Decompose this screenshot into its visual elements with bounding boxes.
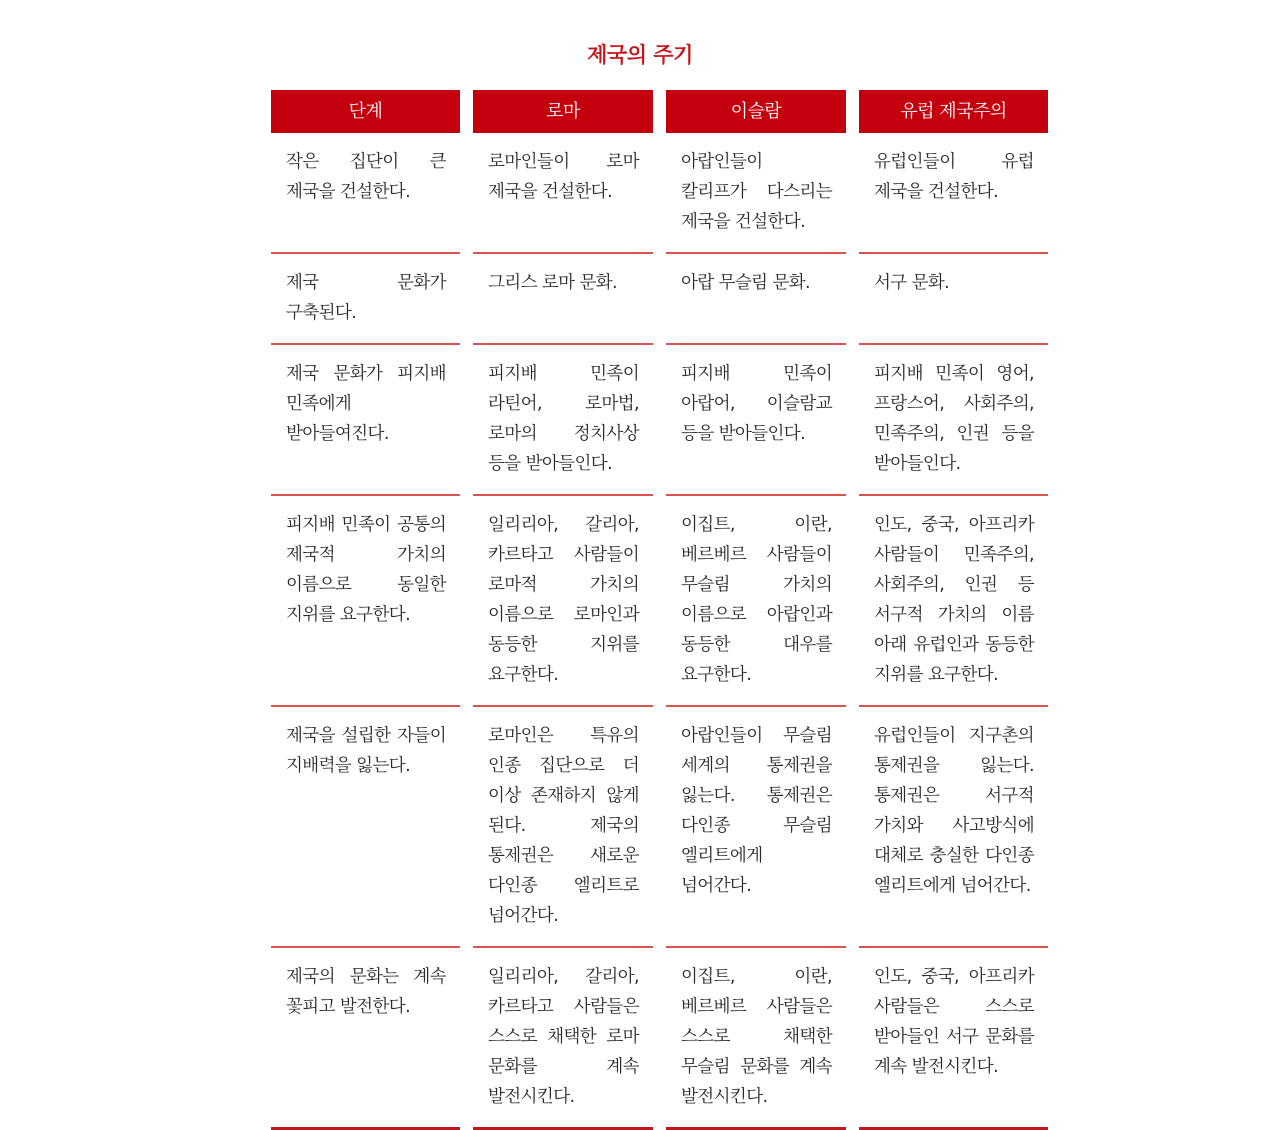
table-cell: 유럽인들이 지구촌의 통제권을 잃는다. 통제권은 서구적 가치와 사고방식에 대체로 충실한 다인종 엘리트에게 넘어간다. bbox=[859, 707, 1048, 948]
table-cell: 피지배 민족이 영어, 프랑스어, 사회주의, 민족주의, 인권 등을 받아들인다. bbox=[859, 345, 1048, 496]
page-title: 제국의 주기 bbox=[587, 43, 693, 67]
table-cell: 아랍인들이 칼리프가 다스리는 제국을 건설한다. bbox=[666, 133, 846, 254]
table-cell: 피지배 민족이 아랍어, 이슬람교 등을 받아들인다. bbox=[666, 345, 846, 496]
table-cell: 일리리아, 갈리아, 카르타고 사람들이 로마적 가치의 이름으로 로마인과 동등한 지위를 요구한다. bbox=[473, 496, 653, 707]
table-cell: 서구 문화. bbox=[859, 254, 1048, 345]
table-cell: 아랍 무슬림 문화. bbox=[666, 254, 846, 345]
column-header-islam: 이슬람 bbox=[666, 90, 846, 133]
table-cell: 일리리아, 갈리아, 카르타고 사람들은 스스로 채택한 로마 문화를 계속 발전시킨다. bbox=[473, 948, 653, 1130]
table-cell: 제국을 설립한 자들이 지배력을 잃는다. bbox=[271, 707, 460, 948]
table-cell: 로마인들이 로마 제국을 건설한다. bbox=[473, 133, 653, 254]
table-cell: 피지배 민족이 라틴어, 로마법, 로마의 정치사상 등을 받아들인다. bbox=[473, 345, 653, 496]
column-header-rome: 로마 bbox=[473, 90, 653, 133]
table-cell: 로마인은 특유의 인종 집단으로 더 이상 존재하지 않게 된다. 제국의 통제권은 새로운 다인종 엘리트로 넘어간다. bbox=[473, 707, 653, 948]
table-cell: 이집트, 이란, 베르베르 사람들이 무슬림 가치의 이름으로 아랍인과 동등한 대우를 요구한다. bbox=[666, 496, 846, 707]
column-header-stage: 단계 bbox=[271, 90, 460, 133]
table-cell: 인도, 중국, 아프리카 사람들은 스스로 받아들인 서구 문화를 계속 발전시킨다. bbox=[859, 948, 1048, 1130]
table-cell: 피지배 민족이 공통의 제국적 가치의 이름으로 동일한 지위를 요구한다. bbox=[271, 496, 460, 707]
empire-cycle-table bbox=[271, 90, 1048, 1130]
table-cell: 이집트, 이란, 베르베르 사람들은 스스로 채택한 무슬림 문화를 계속 발전시킨다. bbox=[666, 948, 846, 1130]
table-cell: 제국의 문화는 계속 꽃피고 발전한다. bbox=[271, 948, 460, 1130]
table-cell: 아랍인들이 무슬림 세계의 통제권을 잃는다. 통제권은 다인종 무슬림 엘리트에게 넘어간다. bbox=[666, 707, 846, 948]
column-header-european-imperialism: 유럽 제국주의 bbox=[859, 90, 1048, 133]
table-cell: 제국 문화가 피지배 민족에게 받아들여진다. bbox=[271, 345, 460, 496]
table-cell: 유럽인들이 유럽 제국을 건설한다. bbox=[859, 133, 1048, 254]
table-cell: 작은 집단이 큰 제국을 건설한다. bbox=[271, 133, 460, 254]
table-cell: 인도, 중국, 아프리카 사람들이 민족주의, 사회주의, 인권 등 서구적 가치의 이름 아래 유럽인과 동등한 지위를 요구한다. bbox=[859, 496, 1048, 707]
table-cell: 제국 문화가 구축된다. bbox=[271, 254, 460, 345]
table-cell: 그리스 로마 문화. bbox=[473, 254, 653, 345]
